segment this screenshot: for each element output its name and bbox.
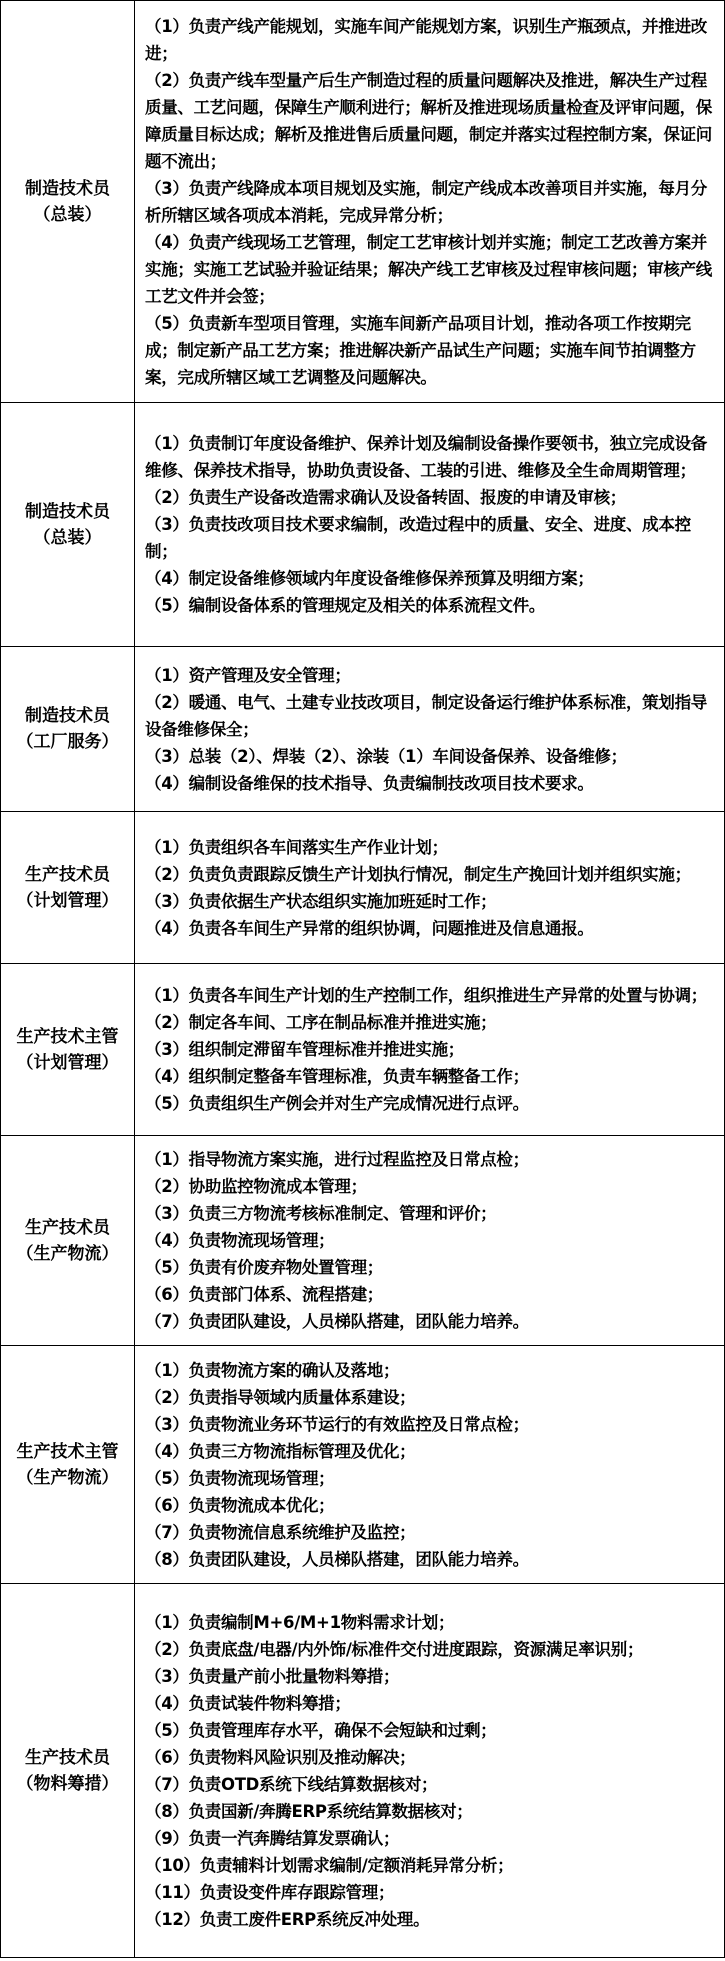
role-title: 生产技术员 xyxy=(25,1217,110,1238)
duty-item: （4）负责各车间生产异常的组织协调，问题推进及信息通报。 xyxy=(145,918,594,938)
duty-item: （4）负责试装件物料筹措； xyxy=(145,1693,351,1713)
duty-item: （5）负责组织生产例会并对生产完成情况进行点评。 xyxy=(145,1094,529,1113)
duty-item: （3）负责技改项目技术要求编制，改造过程中的质量、安全、进度、成本控制； xyxy=(145,515,691,561)
duty-item: （3）组织制定滞留车管理标准并推进实施； xyxy=(145,1040,464,1059)
role-title: 制造技术员 xyxy=(25,706,110,726)
table-row xyxy=(1,1346,725,1584)
duty-item: （7）负责物流信息系统维护及监控； xyxy=(145,1522,416,1542)
duty-item: （1）负责各车间生产计划的生产控制工作，组织推进生产异常的处置与协调； xyxy=(145,986,707,1005)
duty-item: （6）负责物流成本优化； xyxy=(145,1495,335,1515)
duties-cell xyxy=(135,403,725,647)
duty-item: （2）负责指导领域内质量体系建设； xyxy=(145,1387,416,1407)
role-dept: （生产物流） xyxy=(16,1243,119,1264)
role-cell xyxy=(1,812,135,964)
duty-item: （1）负责制订年度设备维护、保养计划及编制设备操作要领书，独立完成设备维修、保养技术指导，协助负责设备、工装的引进、维修及全生命周期管理； xyxy=(145,434,707,480)
duty-item: （12）负责工废件ERP系统反冲处理。 xyxy=(145,1909,430,1929)
duty-item: （1）资产管理及安全管理； xyxy=(145,665,351,685)
duties-cell xyxy=(135,1136,725,1346)
role-cell xyxy=(1,1136,135,1346)
table-row xyxy=(1,964,725,1136)
duty-item: （4）编制设备维保的技术指导、负责编制技改项目技术要求。 xyxy=(145,773,594,793)
duty-item: （3）负责产线降成本项目规划及实施，制定产线成本改善项目并实施，每月分析所辖区域各项成本消耗，完成异常分析； xyxy=(145,178,707,225)
duty-item: （4）制定设备维修领域内年度设备维修保养预算及明细方案； xyxy=(145,569,594,588)
duty-item: （5）负责管理库存水平，确保不会短缺和过剩； xyxy=(145,1720,497,1740)
role-cell xyxy=(1,647,135,812)
duty-item: （6）负责物料风险识别及推动解决； xyxy=(145,1747,416,1767)
duty-item: （3）负责依据生产状态组织实施加班延时工作； xyxy=(145,891,497,911)
table-row xyxy=(1,1,725,403)
duty-item: （2）暖通、电气、土建专业技改项目，制定设备运行维护体系标准，策划指导设备维修保全； xyxy=(145,692,707,739)
role-title: 制造技术员 xyxy=(25,501,110,522)
duty-item: （2）制定各车间、工序在制品标准并推进实施； xyxy=(145,1013,497,1032)
duty-item: （2）负责底盘/电器/内外饰/标准件交付进度跟踪，资源满足率识别； xyxy=(145,1639,644,1659)
role-dept: （生产物流） xyxy=(16,1467,119,1488)
table-row xyxy=(1,403,725,647)
duties-cell xyxy=(135,812,725,964)
duty-item: （2）负责负责跟踪反馈生产计划执行情况，制定生产挽回计划并组织实施； xyxy=(145,864,691,884)
duty-item: （4）负责三方物流指标管理及优化； xyxy=(145,1441,416,1461)
duty-item: （2）负责产线车型量产后生产制造过程的质量问题解决及推进，解决生产过程质量、工艺问题，保障生产顺利进行；解析及推进现场质量检查及评审问题，保障质量目标达成；解析及推进售后质量问题，制定并落实过程控制方案，保证问题不流出； xyxy=(145,70,713,171)
role-title: 生产技术员 xyxy=(25,864,110,885)
table-row xyxy=(1,1584,725,1958)
role-title: 制造技术员 xyxy=(25,178,110,199)
duty-item: （4）负责产线现场工艺管理，制定工艺审核计划并实施；制定工艺改善方案并实施；实施工艺试验并验证结果；解决产线工艺审核及过程审核问题；审核产线工艺文件并会签； xyxy=(145,232,713,306)
role-cell xyxy=(1,1346,135,1584)
duty-item: （5）编制设备体系的管理规定及相关的体系流程文件。 xyxy=(145,596,545,615)
duty-item: （4）负责物流现场管理； xyxy=(145,1231,335,1250)
duty-item: （5）负责物流现场管理； xyxy=(145,1468,335,1488)
table-row xyxy=(1,647,725,812)
role-dept: （总装） xyxy=(33,204,102,225)
duty-item: （7）负责团队建设，人员梯队搭建，团队能力培养。 xyxy=(145,1312,529,1331)
duties-cell xyxy=(135,964,725,1136)
role-cell xyxy=(1,964,135,1136)
duty-item: （1）负责产线产能规划，实施车间产能规划方案，识别生产瓶颈点，并推进改进； xyxy=(145,16,707,63)
role-cell xyxy=(1,403,135,647)
duty-item: （1）指导物流方案实施，进行过程监控及日常点检； xyxy=(145,1150,529,1169)
table-row xyxy=(1,812,725,964)
role-title: 生产技术员 xyxy=(25,1747,110,1768)
role-dept: （物料筹措） xyxy=(16,1773,119,1794)
duty-item: （2）负责生产设备改造需求确认及设备转固、报废的申请及审核； xyxy=(145,488,626,507)
duty-item: （3）负责三方物流考核标准制定、管理和评价； xyxy=(145,1204,497,1223)
duty-item: （1）负责组织各车间落实生产作业计划； xyxy=(145,837,448,857)
duty-item: （7）负责OTD系统下线结算数据核对； xyxy=(145,1774,438,1794)
role-title: 生产技术主管 xyxy=(16,1026,119,1047)
duty-item: （10）负责辅料计划需求编制/定额消耗异常分析； xyxy=(145,1855,514,1875)
role-dept: （计划管理） xyxy=(16,1052,119,1073)
duty-item: （3）负责量产前小批量物料筹措； xyxy=(145,1666,400,1686)
duty-item: （5）负责有价废弃物处置管理； xyxy=(145,1258,383,1277)
duties-cell xyxy=(135,1346,725,1584)
duty-item: （8）负责国新/奔腾ERP系统结算数据核对； xyxy=(145,1801,473,1821)
duty-item: （11）负责设变件库存跟踪管理； xyxy=(145,1882,395,1902)
duty-item: （3）总装（2）、焊装（2）、涂装（1）车间设备保养、设备维修； xyxy=(145,746,627,766)
role-cell xyxy=(1,1,135,403)
duty-item: （4）组织制定整备车管理标准，负责车辆整备工作； xyxy=(145,1067,529,1086)
duty-item: （2）协助监控物流成本管理； xyxy=(145,1177,367,1196)
duties-cell xyxy=(135,1,725,403)
duties-cell xyxy=(135,1584,725,1958)
duty-item: （5）负责新车型项目管理，实施车间新产品项目计划，推动各项工作按期完成；制定新产品工艺方案；推进解决新产品试生产问题；实施车间节拍调整方案，完成所辖区域工艺调整及问题解决。 xyxy=(145,313,696,387)
duty-item: （1）负责编制M+6/M+1物料需求计划； xyxy=(145,1612,455,1632)
duty-item: （9）负责一汽奔腾结算发票确认； xyxy=(145,1828,400,1848)
table-row xyxy=(1,1136,725,1346)
duty-item: （8）负责团队建设，人员梯队搭建，团队能力培养。 xyxy=(145,1549,529,1569)
duties-cell xyxy=(135,647,725,812)
duty-item: （6）负责部门体系、流程搭建； xyxy=(145,1285,383,1304)
role-dept: （总装） xyxy=(33,527,102,548)
role-title: 生产技术主管 xyxy=(16,1441,119,1462)
role-dept: （工厂服务） xyxy=(16,732,119,752)
role-cell xyxy=(1,1584,135,1958)
duty-item: （1）负责物流方案的确认及落地； xyxy=(145,1360,400,1380)
role-dept: （计划管理） xyxy=(16,890,119,911)
duty-item: （3）负责物流业务环节运行的有效监控及日常点检； xyxy=(145,1414,529,1434)
